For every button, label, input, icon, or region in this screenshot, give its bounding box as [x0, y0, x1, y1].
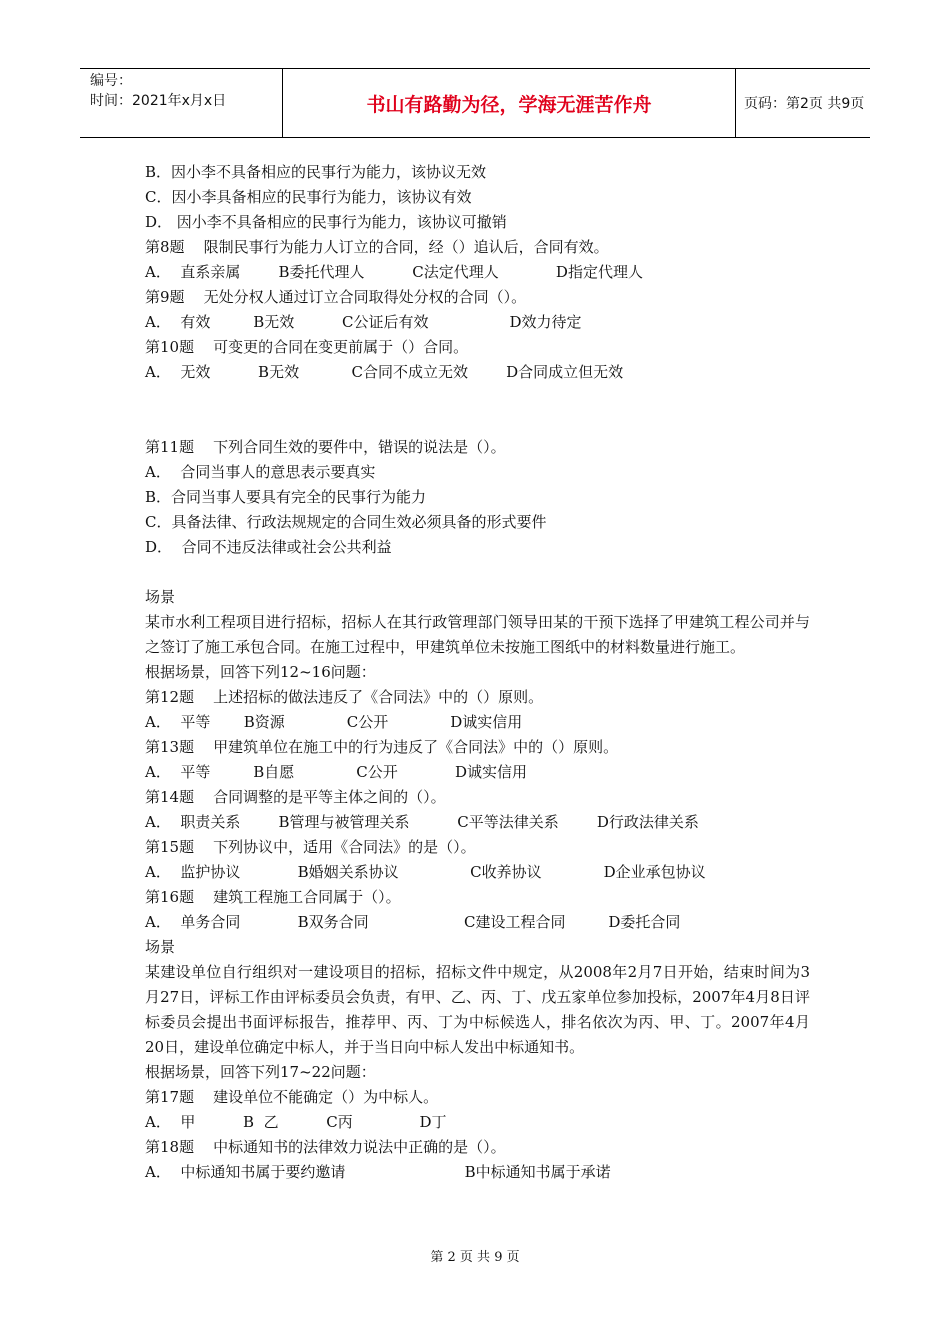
text-line: 场景 — [145, 938, 176, 956]
page-header — [80, 68, 870, 138]
text-line: 第13题 甲建筑单位在施工中的行为违反了《合同法》中的（）原则。 — [145, 738, 619, 756]
text-line: D． 因小李不具备相应的民事行为能力，该协议可撤销 — [145, 213, 507, 231]
text-line: A． 平等 B自愿 C公开 D诚实信用 — [145, 763, 528, 781]
scene-paragraph-1: 某市水利工程项目进行招标，招标人在其行政管理部门领导田某的干预下选择了甲建筑工程公司并与之签订了施工承包合同。在施工过程中，甲建筑单位未按施工图纸中的材料数量进行施工。 — [145, 613, 810, 656]
text-line: B．合同当事人要具有完全的民事行为能力 — [145, 488, 427, 506]
text-line: 第14题 合同调整的是平等主体之间的（）。 — [145, 788, 446, 806]
question-block-1 — [145, 160, 810, 610]
text-line: C．具备法律、行政法规规定的合同生效必须具备的形式要件 — [145, 513, 547, 531]
document-body — [145, 160, 810, 1185]
text-line: 第15题 下列协议中，适用《合同法》的是（）。 — [145, 838, 476, 856]
text-line: A． 单务合同 B双务合同 C建设工程合同 D委托合同 — [145, 913, 681, 931]
text-line: A． 中标通知书属于要约邀请 B中标通知书属于承诺 — [145, 1163, 611, 1181]
text-line: 第11题 下列合同生效的要件中，错误的说法是（）。 — [145, 438, 506, 456]
doc-number-label: 编号： — [90, 73, 132, 89]
text-line: 第17题 建设单位不能确定（）为中标人。 — [145, 1088, 439, 1106]
text-line: 根据场景，回答下列17~22问题： — [145, 1063, 376, 1081]
text-line: 根据场景，回答下列12~16问题： — [145, 663, 376, 681]
text-line: A． 无效 B无效 C合同不成立无效 D合同成立但无效 — [145, 363, 624, 381]
doc-time-label: 时间：2021年x月x日 — [90, 93, 227, 109]
header-page-info: 页码：第2页 共9页 — [744, 96, 865, 112]
text-line: A． 合同当事人的意思表示要真实 — [145, 463, 376, 481]
header-motto: 书山有路勤为径，学海无涯苦作舟 — [283, 69, 736, 137]
text-line: 场景 — [145, 588, 176, 606]
text-line: D． 合同不违反法律或社会公共利益 — [145, 538, 392, 556]
text-line: A． 甲 B 乙 C丙 D丁 — [145, 1113, 447, 1131]
text-line: 第12题 上述招标的做法违反了《合同法》中的（）原则。 — [145, 688, 544, 706]
text-line: A． 监护协议 B婚姻关系协议 C收养协议 D企业承包协议 — [145, 863, 706, 881]
text-line: B．因小李不具备相应的民事行为能力，该协议无效 — [145, 163, 487, 181]
question-block-2 — [145, 660, 810, 960]
blank-line — [145, 385, 810, 410]
text-line: A． 有效 B无效 C公证后有效 D效力待定 — [145, 313, 582, 331]
text-line: A． 职责关系 B管理与被管理关系 C平等法律关系 D行政法律关系 — [145, 813, 699, 831]
text-line: 第8题 限制民事行为能力人订立的合同，经（）追认后，合同有效。 — [145, 238, 609, 256]
text-line: A． 直系亲属 B委托代理人 C法定代理人 D指定代理人 — [145, 263, 643, 281]
text-line: 第16题 建筑工程施工合同属于（）。 — [145, 888, 401, 906]
text-line: 第18题 中标通知书的法律效力说法中正确的是（）。 — [145, 1138, 506, 1156]
question-block-3 — [145, 1060, 810, 1185]
text-line: 第9题 无处分权人通过订立合同取得处分权的合同（）。 — [145, 288, 527, 306]
text-line: 第10题 可变更的合同在变更前属于（）合同。 — [145, 338, 469, 356]
page-footer: 第 2 页 共 9 页 — [430, 1250, 520, 1265]
blank-line — [145, 560, 810, 585]
header-meta — [80, 69, 283, 137]
scene-paragraph-2: 某建设单位自行组织对一建设项目的招标，招标文件中规定，从2008年2月7日开始，结束时间为3月27日，评标工作由评标委员会负责，有甲、乙、丙、丁、戊五家单位参加投标，2007年4月8日评标委员会提出书面评标报告，推荐甲、丙、丁为中标候选人，排名依次为丙、甲、丁。2007年4月20日，建设单位确定中标人，并于当日向中标人发出中标通知书。 — [145, 963, 810, 1056]
text-line: A． 平等 B资源 C公开 D诚实信用 — [145, 713, 523, 731]
text-line: C．因小李具备相应的民事行为能力，该协议有效 — [145, 188, 472, 206]
blank-line — [145, 410, 810, 435]
